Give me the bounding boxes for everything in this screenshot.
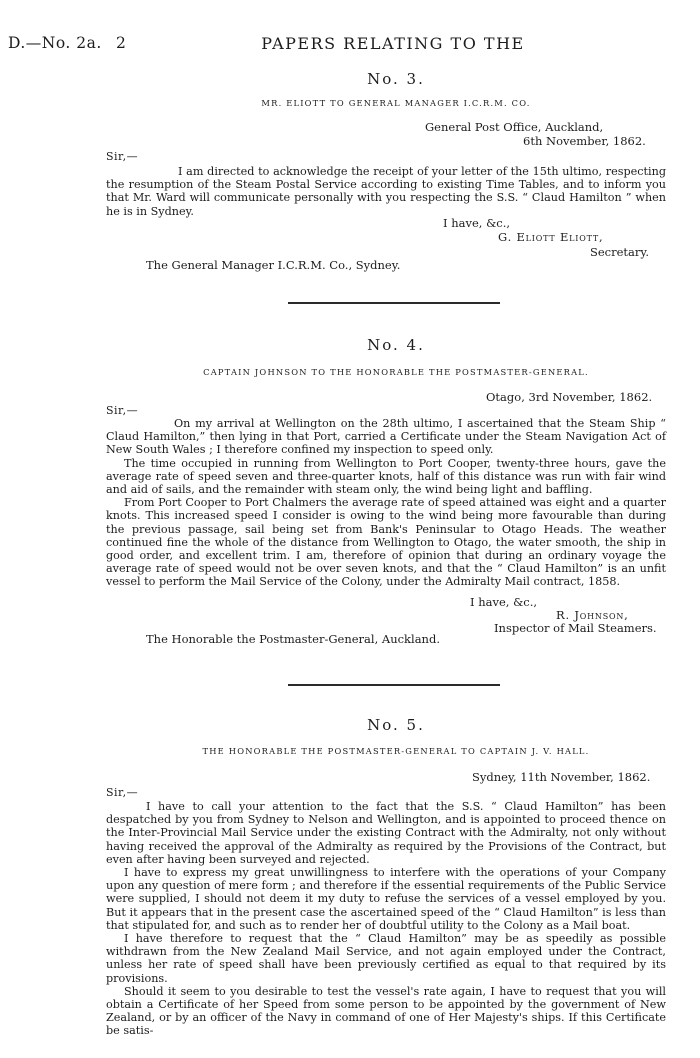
letter-4-signature: R. Johnson, bbox=[556, 608, 629, 622]
letter-5-heading: THE HONORABLE THE POSTMASTER-GENERAL TO CAPTAIN J. V. HALL. bbox=[202, 746, 590, 756]
letter-4-salutation: Sir,— bbox=[106, 404, 139, 417]
letter-5-paragraph: I have to call your attention to the fact that the S.S. “ Claud Hamilton” has been despatched by you from Sydney to Nelson and Wellington, and is appointed to proceed thence on the Inter-Provincial Mail Service under the existing Contract with the Admiralty, not only without having received the approval of the Admiralty as required by the Provisions of the Contract, but even after having been surveyed and rejected. bbox=[106, 800, 666, 866]
letter-3-salutation: Sir,— bbox=[106, 150, 139, 163]
letter-5-salutation: Sir,— bbox=[106, 786, 139, 799]
letter-3-addressee: The General Manager I.C.R.M. Co., Sydney. bbox=[146, 258, 401, 272]
letter-4-closing: I have, &c., bbox=[470, 595, 538, 609]
running-header bbox=[0, 34, 700, 58]
letter-3-place: General Post Office, Auckland, bbox=[425, 120, 604, 134]
letter-4-body bbox=[106, 417, 666, 589]
letter-4-heading: CAPTAIN JOHNSON TO THE HONORABLE THE POSTMASTER-GENERAL. bbox=[203, 367, 589, 377]
letter-5-place-date: Sydney, 11th November, 1862. bbox=[472, 770, 651, 784]
letter-4-paragraph: On my arrival at Wellington on the 28th ultimo, I ascertained that the Steam Ship “ Claud Hamilton,” then lying in that Port, carried a Certificate under the Steam Navigation Act of New South Wales ; I therefore confined my inspection to speed only. bbox=[106, 417, 666, 457]
letter-4-signatory-title: Inspector of Mail Steamers. bbox=[494, 621, 657, 635]
letter-3-heading: MR. ELIOTT TO GENERAL MANAGER I.C.R.M. CO. bbox=[261, 98, 531, 108]
letter-3-date: 6th November, 1862. bbox=[523, 134, 646, 148]
letter-4-place-date: Otago, 3rd November, 1862. bbox=[486, 390, 653, 404]
letter-3-signatory-title: Secretary. bbox=[590, 245, 650, 259]
letter-3-signature: G. Eliott Eliott, bbox=[498, 230, 604, 244]
section-divider bbox=[288, 684, 500, 686]
page-number: 2 bbox=[116, 34, 126, 52]
letter-3-number: No. 3. bbox=[367, 70, 425, 88]
letter-5-paragraph: I have therefore to request that the “ Claud Hamilton” may be as speedily as possible withdrawn from the New Zealand Mail Service, and not again employed under the Contract, unless her rate of speed shall have been previously certified as equal to that required by its provisions. bbox=[106, 932, 666, 985]
letter-5-paragraph: I have to express my great unwillingness to interfere with the operations of your Company upon any question of mere form ; and therefore if the essential requirements of the Public Service were supplied, I should not deem it my duty to refuse the services of a vessel employed by you. But it appears that in the present case the ascertained speed of the “ Claud Hamilton” is less than that stipulated for, and such as to render her of doubtful utility to the Colony as a Mail boat. bbox=[106, 866, 666, 932]
section-divider bbox=[288, 302, 500, 304]
letter-4-number: No. 4. bbox=[367, 336, 425, 354]
letter-5-paragraph: Should it seem to you desirable to test the vessel's rate again, I have to request that you will obtain a Certificate of her Speed from some person to be appointed by the government of New Zealand, or by an officer of the Navy in command of one of Her Majesty's ships. If this Certificate be satis- bbox=[106, 984, 666, 1038]
letter-3-closing: I have, &c., bbox=[443, 216, 511, 230]
letter-3-paragraph: I am directed to acknowledge the receipt of your letter of the 15th ultimo, respecting the resumption of the Steam Postal Service according to existing Time Tables, and to inform you that Mr. Ward will communicate personally with you respecting the S.S. “ Claud Hamilton ” when he is in Sydney. bbox=[106, 165, 666, 218]
letter-4-addressee: The Honorable the Postmaster-General, Auckland. bbox=[146, 632, 440, 646]
letter-4-paragraph: From Port Cooper to Port Chalmers the average rate of speed attained was eight and a quarter knots. This increased speed I consider is owing to the wind being more favourable than during the previous passage, sail being set from Bank's Peninsular to Otago Heads. The weather continued fine the whole of the distance from Wellington to Otago, the water smooth, the ship in good order, and excellent trim. I am, therefore of opinion that during an ordinary voyage the average rate of speed would not be over seven knots, and that the “ Claud Hamilton” is an unfit vessel to perform the Mail Service of the Colony, under the Admiralty Mail contract, 1858. bbox=[106, 496, 666, 589]
letter-4-paragraph: The time occupied in running from Wellington to Port Cooper, twenty-three hours, gave the average rate of speed seven and three-quarter knots, half of this distance was run with fair wind and aid of sails, and the remainder with steam only, the wind being light and baffling. bbox=[106, 456, 666, 497]
document-reference: D.—No. 2a. bbox=[8, 34, 102, 52]
letter-5-body bbox=[106, 800, 666, 1038]
letter-5-number: No. 5. bbox=[367, 716, 425, 734]
running-title: PAPERS RELATING TO THE bbox=[261, 34, 525, 53]
letter-3-body bbox=[106, 165, 666, 218]
